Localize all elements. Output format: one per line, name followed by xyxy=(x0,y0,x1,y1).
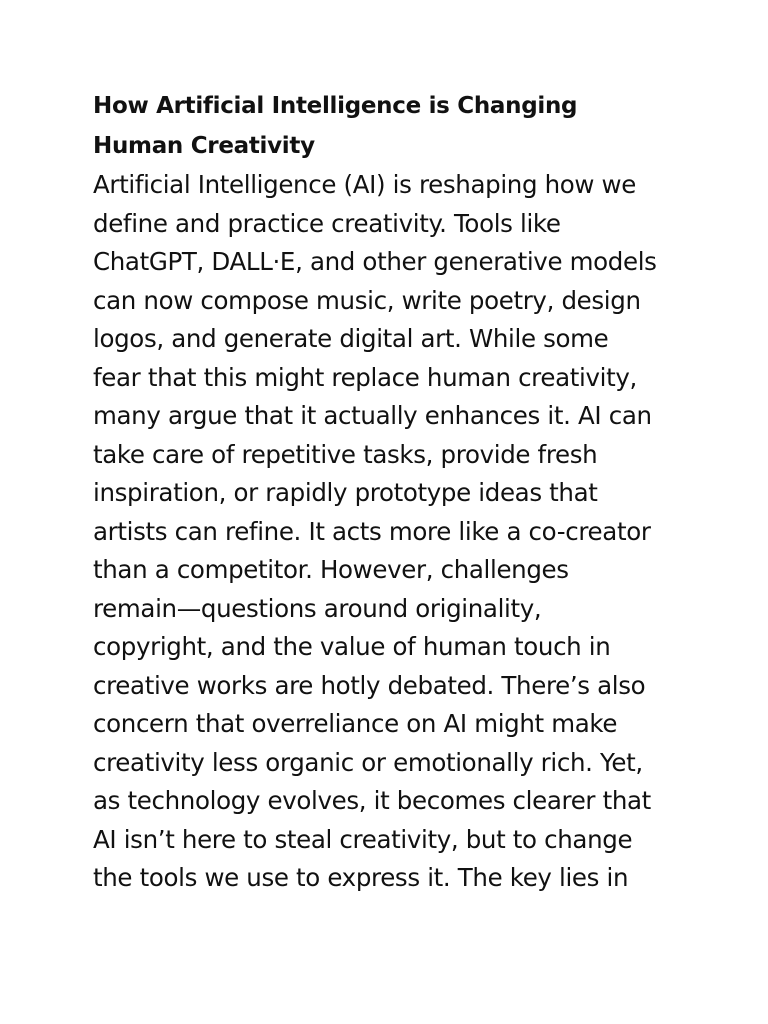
body-line: many argue that it actually enhances it. AI can xyxy=(93,401,652,430)
body-line: artists can refine. It acts more like a co-creator xyxy=(93,516,651,546)
body-line: as technology evolves, it becomes clearer that xyxy=(93,786,651,815)
body-line: concern that overreliance on AI might make xyxy=(93,709,618,738)
body-line: than a competitor. However, challenges xyxy=(93,555,569,584)
body-line: inspiration, or rapidly prototype ideas that xyxy=(93,478,598,507)
title-line: Human Creativity xyxy=(93,133,315,159)
body-line: take care of repetitive tasks, provide fresh xyxy=(93,439,598,469)
body-line: can now compose music, write poetry, design xyxy=(93,285,641,315)
body-line: remain—questions around originality, xyxy=(93,593,542,623)
document-page xyxy=(93,86,693,898)
document-title xyxy=(93,86,613,166)
title-line: How Artificial Intelligence is Changing xyxy=(93,93,578,119)
body-line: copyright, and the value of human touch in xyxy=(93,632,611,661)
body-line: AI isn’t here to steal creativity, but to change xyxy=(93,824,633,854)
body-line: Artificial Intelligence (AI) is reshaping how we xyxy=(93,170,636,199)
body-line: define and practice creativity. Tools like xyxy=(93,208,561,238)
body-line: fear that this might replace human creativity, xyxy=(93,362,637,392)
body-line: logos, and generate digital art. While some xyxy=(93,324,609,353)
document-body-paragraph xyxy=(93,166,693,898)
body-line: ChatGPT, DALL·E, and other generative models xyxy=(93,247,657,276)
body-line: creativity less organic or emotionally rich. Yet, xyxy=(93,747,643,777)
body-line: the tools we use to express it. The key lies in xyxy=(93,863,629,892)
body-line: creative works are hotly debated. There’s also xyxy=(93,670,646,700)
